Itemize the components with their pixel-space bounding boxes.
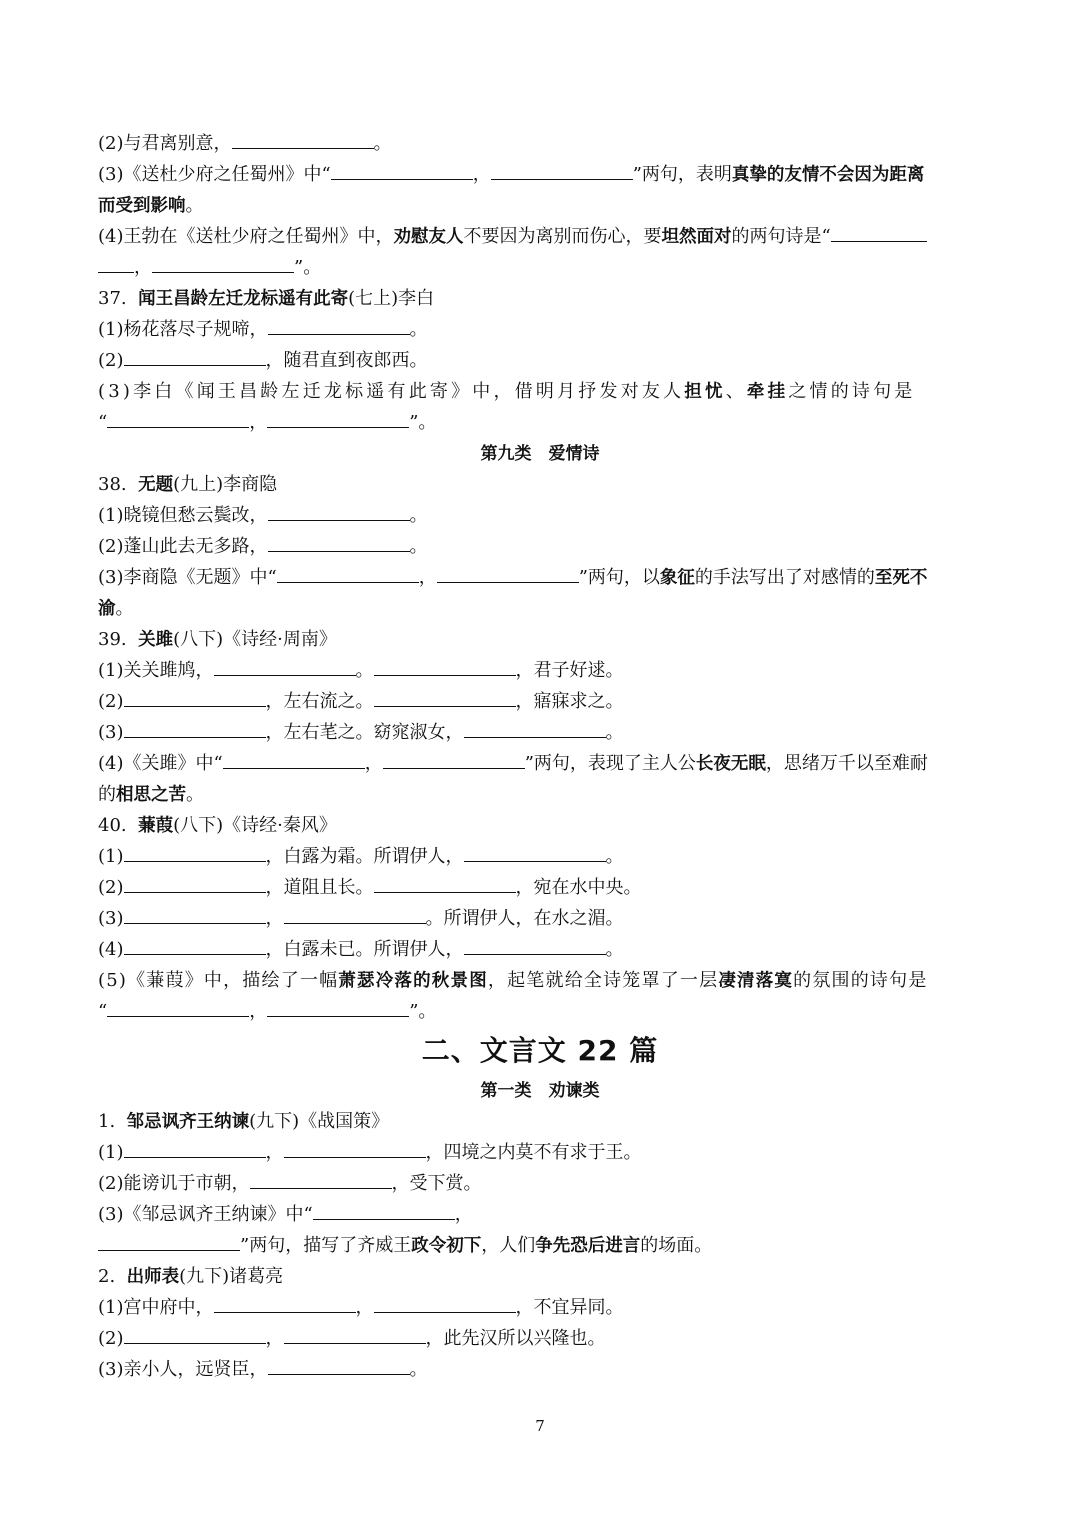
- question-line: (3)《送杜少府之任蜀州》中“ ， ”两句，表明真挚的友情不会因为距离: [98, 164, 925, 185]
- answer-blank[interactable]: [464, 720, 606, 738]
- question-line: (2)蓬山此去无多路， 。: [98, 536, 428, 557]
- question-line: (2) ，随君直到夜郎西。: [98, 350, 428, 371]
- question-line: ， ”。: [98, 252, 982, 283]
- question-line: (3)亲小人，远贤臣， 。: [98, 1359, 428, 1380]
- answer-blank[interactable]: [124, 937, 266, 955]
- question-line: (4)《关雎》中“ ， ”两句，表现了主人公长夜无眠，思绪万千以至难耐: [98, 753, 928, 774]
- question-line: (4)王勃在《送杜少府之任蜀州》中，劝慰友人不要因为离别而伤心，要坦然面对的两句诗是“: [98, 221, 982, 252]
- answer-blank[interactable]: [284, 906, 426, 924]
- answer-blank[interactable]: [268, 503, 410, 521]
- question-line: (1)杨花落尽子规啼， 。: [98, 319, 428, 340]
- question-line: (3)李商隐《无题》中“ ， ”两句，以象征的手法写出了对感情的至死不: [98, 567, 928, 588]
- answer-blank[interactable]: [124, 875, 266, 893]
- answer-blank[interactable]: [152, 255, 294, 273]
- answer-blank[interactable]: [374, 1295, 516, 1313]
- question-line: (1)宫中府中， ， ，不宜异同。: [98, 1297, 624, 1318]
- answer-blank[interactable]: [831, 224, 927, 242]
- question-line: (2) ，左右流之。 ，寤寐求之。: [98, 691, 624, 712]
- question-line: (2) ， ，此先汉所以兴隆也。: [98, 1328, 606, 1349]
- answer-blank[interactable]: [124, 348, 266, 366]
- answer-blank[interactable]: [267, 410, 409, 428]
- answer-blank[interactable]: [374, 875, 516, 893]
- poem-title-40: 40. 蒹葭(八下)《诗经·秦风》: [98, 815, 337, 836]
- question-line: (2)与君离别意， 。: [98, 133, 392, 154]
- answer-blank[interactable]: [223, 751, 365, 769]
- answer-blank[interactable]: [268, 534, 410, 552]
- poem-title-38: 38. 无题(九上)李商隐: [98, 474, 278, 495]
- answer-blank[interactable]: [267, 999, 409, 1017]
- answer-blank[interactable]: [313, 1202, 455, 1220]
- question-line: (2)能谤讥于市朝， ，受下赏。: [98, 1173, 482, 1194]
- answer-blank[interactable]: [250, 1171, 392, 1189]
- question-line: (4) ，白露未已。所谓伊人， 。: [98, 939, 624, 960]
- answer-blank[interactable]: [437, 565, 579, 583]
- answer-blank[interactable]: [124, 844, 266, 862]
- answer-blank[interactable]: [277, 565, 419, 583]
- category-heading: 第九类 爱情诗: [480, 444, 600, 464]
- answer-blank[interactable]: [214, 1295, 356, 1313]
- answer-blank[interactable]: [284, 1140, 426, 1158]
- answer-blank[interactable]: [98, 1233, 240, 1251]
- question-line: ”两句，描写了齐威王政令初下，人们争先恐后进言的场面。: [98, 1230, 982, 1261]
- answer-blank[interactable]: [232, 131, 374, 149]
- answer-blank[interactable]: [491, 162, 633, 180]
- question-line: (3)《邹忌讽齐王纳谏》中“ ，: [98, 1204, 473, 1225]
- answer-blank[interactable]: [383, 751, 525, 769]
- question-line: 渝。: [98, 598, 134, 619]
- answer-blank[interactable]: [214, 658, 356, 676]
- question-line: 的相思之苦。: [98, 784, 204, 805]
- answer-blank[interactable]: [464, 844, 606, 862]
- question-line: “ ， ”。: [98, 1001, 437, 1022]
- question-line: 而受到影响。: [98, 195, 204, 216]
- part-heading: 二、文言文 22 篇: [421, 1034, 659, 1067]
- question-line: (3) ， 。所谓伊人，在水之湄。: [98, 908, 624, 929]
- poem-title-37: 37. 闻王昌龄左迁龙标遥有此寄(七上)李白: [98, 288, 435, 309]
- question-line: (1) ， ，四境之内莫不有求于王。: [98, 1142, 642, 1163]
- answer-blank[interactable]: [98, 255, 134, 273]
- answer-blank[interactable]: [284, 1326, 426, 1344]
- answer-blank[interactable]: [124, 689, 266, 707]
- answer-blank[interactable]: [107, 410, 249, 428]
- question-line: “ ， ”。: [98, 412, 437, 433]
- answer-blank[interactable]: [124, 906, 266, 924]
- question-line: (5)《蒹葭》中，描绘了一幅萧瑟冷落的秋景图，起笔就给全诗笼罩了一层凄清落寞的氛围的诗句是: [98, 970, 928, 991]
- prose-title-2: 2. 出师表(九下)诸葛亮: [98, 1266, 284, 1287]
- answer-blank[interactable]: [374, 689, 516, 707]
- poem-title-39: 39. 关雎(八下)《诗经·周南》: [98, 629, 337, 650]
- question-line: (2) ，道阻且长。 ，宛在水中央。: [98, 877, 642, 898]
- answer-blank[interactable]: [331, 162, 473, 180]
- answer-blank[interactable]: [124, 720, 266, 738]
- question-line: (1)关关雎鸠， 。 ，君子好逑。: [98, 660, 624, 681]
- answer-blank[interactable]: [268, 1357, 410, 1375]
- question-line: (3)李白《闻王昌龄左迁龙标遥有此寄》中，借明月抒发对友人担忧、牵挂之情的诗句是: [98, 381, 916, 402]
- answer-blank[interactable]: [268, 317, 410, 335]
- category-heading: 第一类 劝谏类: [480, 1081, 600, 1101]
- page-number: 7: [535, 1417, 545, 1435]
- answer-blank[interactable]: [107, 999, 249, 1017]
- worksheet-content: [98, 128, 982, 1385]
- answer-blank[interactable]: [374, 658, 516, 676]
- answer-blank[interactable]: [464, 937, 606, 955]
- answer-blank[interactable]: [124, 1326, 266, 1344]
- question-line: (3) ，左右芼之。窈窕淑女， 。: [98, 722, 624, 743]
- question-line: (1) ，白露为霜。所谓伊人， 。: [98, 846, 624, 867]
- question-line: (1)晓镜但愁云鬓改， 。: [98, 505, 428, 526]
- answer-blank[interactable]: [124, 1140, 266, 1158]
- prose-title-1: 1. 邹忌讽齐王纳谏(九下)《战国策》: [98, 1111, 390, 1132]
